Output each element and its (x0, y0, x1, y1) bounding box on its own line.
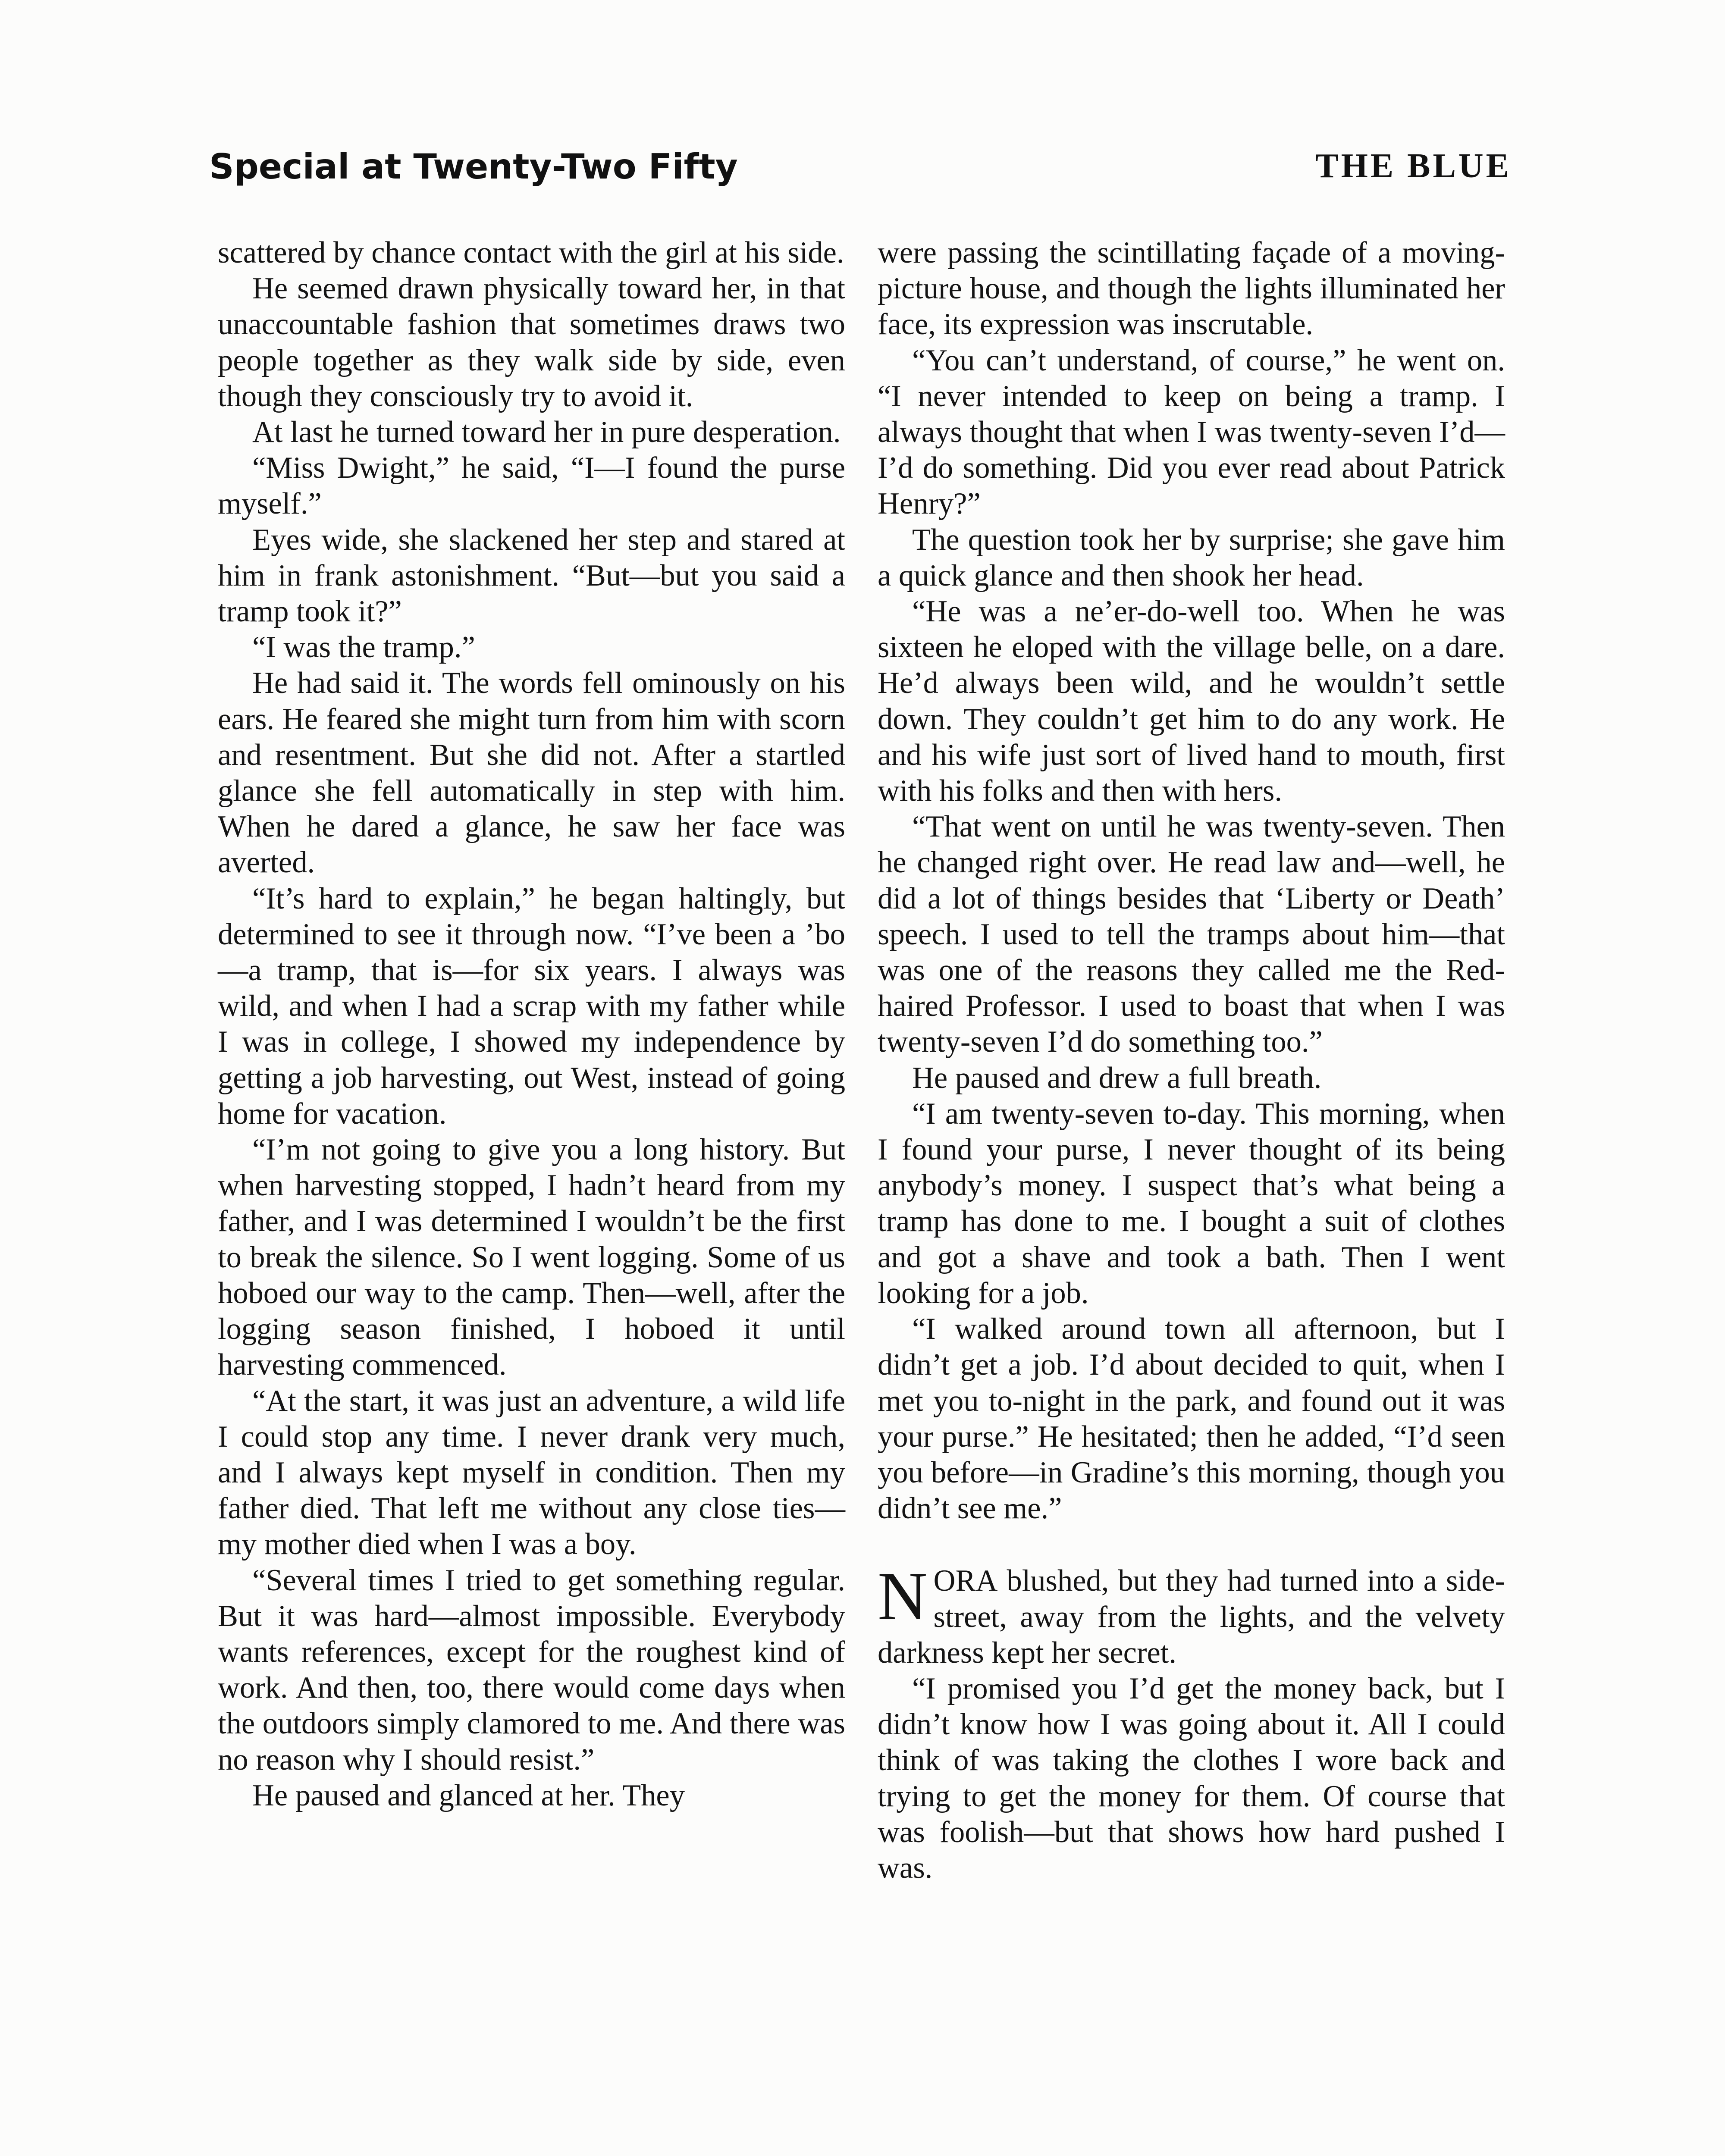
paragraph: “I walked around town all afternoon, but I didn’t get a job. I’d about decided to quit, when I met you to-night in the park, and found out it was your purse.” He hesitated; then he added, “I’d seen you before—in Gradine’s this morning, though you didn’t see me.” (878, 1312, 1505, 1526)
left-column (218, 235, 845, 1814)
paragraph: “It’s hard to explain,” he began haltingly, but determined to see it through now. “I’ve been a ’bo—a tramp, that is—for six years. I always was wild, and when I had a scrap with my father while I was in college, I showed my independence by getting a job harvesting, out West, instead of going home for vacation. (218, 881, 845, 1131)
paragraph: At last he turned toward her in pure desperation. (252, 415, 841, 449)
paragraph: He paused and drew a full breath. (912, 1061, 1322, 1095)
paragraph: “I am twenty-seven to-day. This morning, when I found your purse, I never thought of its being anybody’s money. I suspect that’s what being a tramp has done to me. I bought a suit of clothes and got a shave and took a bath. Then I went looking for a job. (878, 1097, 1505, 1310)
paragraph: “I’m not going to give you a long history. But when harvesting stopped, I hadn’t heard from my father, and I was determined I wouldn’t be the first to break the silence. So I went logging. Some of us hoboed our way to the camp. Then—well, after the logging season finished, I hoboed it until harvesting commenced. (218, 1133, 845, 1382)
paragraph: “That went on until he was twenty-seven. Then he changed right over. He read law and—well, he did a lot of things besides that ‘Liberty or Death’ speech. I used to tell the tramps about him—that was one of the reasons they called me the Red-haired Professor. I used to boast that when I was twenty-seven I’d do something too.” (878, 810, 1505, 1059)
paragraph: were passing the scintillating façade of a moving-picture house, and though the lights illuminated her face, its expression was inscrutable. (878, 236, 1505, 342)
paragraph: Eyes wide, she slackened her step and stared at him in frank astonishment. “But—but you said a tramp took it?” (218, 523, 845, 629)
paragraph: “I was the tramp.” (252, 630, 475, 664)
paragraph: The question took her by surprise; she gave him a quick glance and then shook her head. (878, 523, 1505, 592)
drop-cap: N (878, 1557, 928, 1635)
paragraph: “At the start, it was just an adventure, a wild life I could stop any time. I never drank very much, and I always kept myself in condition. Then my father died. That left me without any close ties—my mother died when I was a boy. (218, 1384, 845, 1561)
paragraph: He paused and glanced at her. They (252, 1778, 685, 1812)
paragraph-text: blushed, but they had turned into a side-street, away from the lights, and the velvety darkness kept her secret. (878, 1564, 1505, 1670)
magazine-title-header: THE BLUE (1315, 147, 1512, 185)
section-opening-paragraph (878, 1557, 1505, 1671)
paragraph: He seemed drawn physically toward her, in that unaccountable fashion that sometimes draws two people together as they walk side by side, even though they consciously try to avoid it. (218, 272, 845, 413)
paragraph: “Miss Dwight,” he said, “I—I found the purse myself.” (218, 451, 845, 521)
paragraph: “He was a ne’er-do-well too. When he was sixteen he eloped with the village belle, on a dare. He’d always been wild, and he wouldn’t settle down. They couldn’t get him to do any work. He and his wife just sort of lived hand to mouth, first with his folks and then with hers. (878, 595, 1505, 808)
right-column (878, 235, 1505, 1886)
paragraph: “You can’t understand, of course,” he went on. “I never intended to keep on being a tramp. I always thought that when I was twenty-seven I’d—I’d do something. Did you ever read about Patrick Henry?” (878, 343, 1505, 521)
paragraph: “I promised you I’d get the money back, but I didn’t know how I was going about it. All I could think of was taking the clothes I wore back and trying to get the money for them. Of course that was foolish—but that shows how hard pushed I was. (878, 1671, 1505, 1885)
running-header (209, 147, 1512, 198)
paragraph: He had said it. The words fell ominously on his ears. He feared she might turn from him with scorn and resentment. But she did not. After a startled glance she fell automatically in step with him. When he dared a glance, he saw her face was averted. (218, 666, 845, 880)
story-title-header: Special at Twenty-Two Fifty (209, 147, 738, 187)
paragraph: “Several times I tried to get something regular. But it was hard—almost impossible. Everybody wants references, except for the roughest kind of work. And then, too, there would come days when the outdoors simply clamored to me. And there was no reason why I should resist.” (218, 1563, 845, 1777)
small-caps-word: ORA (933, 1564, 998, 1598)
paragraph: scattered by chance contact with the girl at his side. (218, 236, 844, 270)
